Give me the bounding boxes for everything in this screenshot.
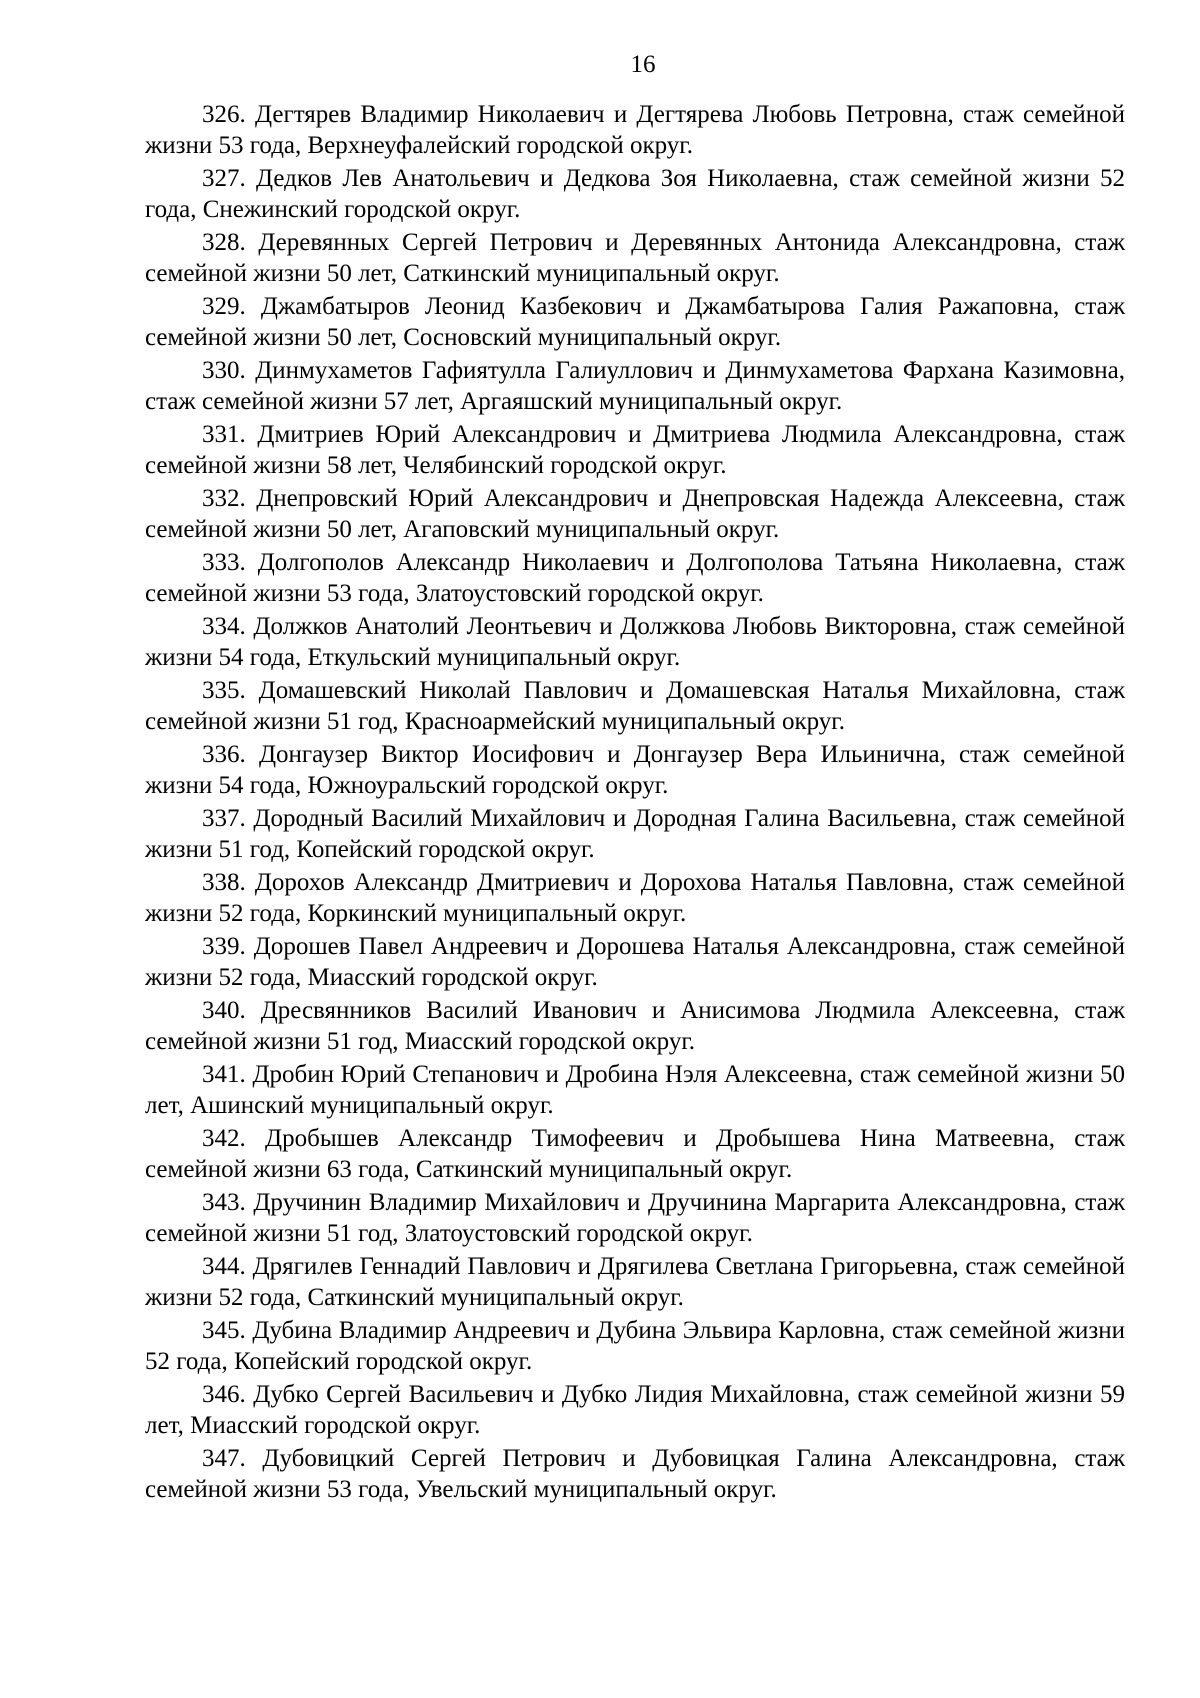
list-item <box>145 483 1125 545</box>
entry-text: Дегтярев Владимир Николаевич и Дегтярева Любовь Петровна, стаж семейной жизни 53 года, Верхнеуфалейский городской округ. <box>145 101 1126 159</box>
entry-number: 332. <box>202 485 246 512</box>
entry-text: Днепровский Юрий Александрович и Днепровская Надежда Алексеевна, стаж семейной жизни 50 лет, Агаповский муниципальный округ. <box>145 485 1126 543</box>
entry-number: 343. <box>202 1189 246 1216</box>
entry-text: Дедков Лев Анатольевич и Дедкова Зоя Николаевна, стаж семейной жизни 52 года, Снежинский городской округ. <box>145 165 1126 223</box>
list-item <box>145 931 1125 993</box>
entry-text: Дубина Владимир Андреевич и Дубина Эльвира Карловна, стаж семейной жизни 52 года, Копейский городской округ. <box>145 1317 1126 1375</box>
entry-number: 346. <box>202 1381 246 1408</box>
entry-text: Дородный Василий Михайлович и Дородная Галина Васильевна, стаж семейной жизни 51 год, Копейский городской округ. <box>145 805 1126 863</box>
entry-text: Дробышев Александр Тимофеевич и Дробышева Нина Матвеевна, стаж семейной жизни 63 года, Саткинский муниципальный округ. <box>145 1125 1125 1183</box>
list-item <box>145 291 1125 353</box>
entry-number: 336. <box>202 741 246 768</box>
list-item <box>145 739 1125 801</box>
entry-text: Джамбатыров Леонид Казбекович и Джамбатырова Галия Ражаповна, стаж семейной жизни 50 лет, Сосновский муниципальный округ. <box>145 293 1126 351</box>
entry-number: 335. <box>202 677 246 704</box>
entry-number: 330. <box>202 357 246 384</box>
entry-number: 329. <box>202 293 246 320</box>
list-item <box>145 1187 1125 1249</box>
entry-text: Дорошев Павел Андреевич и Дорошева Наталья Александровна, стаж семейной жизни 52 года, Миасский городской округ. <box>145 933 1125 991</box>
entry-number: 340. <box>202 997 246 1024</box>
entry-number: 327. <box>202 165 246 192</box>
entry-number: 347. <box>202 1445 246 1472</box>
list-item <box>145 675 1125 737</box>
award-list <box>145 99 1125 1507</box>
list-item <box>145 1443 1125 1505</box>
list-item <box>145 867 1125 929</box>
entry-text: Дубовицкий Сергей Петрович и Дубовицкая Галина Александровна, стаж семейной жизни 53 года, Увельский муниципальный округ. <box>145 1445 1126 1503</box>
entry-text: Донгаузер Виктор Иосифович и Донгаузер Вера Ильинична, стаж семейной жизни 54 года, Южноуральский городской округ. <box>145 741 1126 799</box>
entry-text: Дробин Юрий Степанович и Дробина Нэля Алексеевна, стаж семейной жизни 50 лет, Ашинский муниципальный округ. <box>145 1061 1125 1119</box>
entry-text: Динмухаметов Гафиятулла Галиуллович и Динмухаметова Фархана Казимовна, стаж семейной жизни 57 лет, Аргаяшский муниципальный округ. <box>145 357 1125 415</box>
list-item <box>145 227 1125 289</box>
list-item <box>145 355 1125 417</box>
list-item <box>145 1315 1125 1377</box>
entry-number: 345. <box>202 1317 246 1344</box>
list-item <box>145 163 1125 225</box>
entry-number: 337. <box>202 805 246 832</box>
entry-number: 341. <box>202 1061 246 1088</box>
entry-number: 328. <box>202 229 246 256</box>
list-item <box>145 99 1125 161</box>
entry-text: Долгополов Александр Николаевич и Долгополова Татьяна Николаевна, стаж семейной жизни 53 года, Златоустовский городской округ. <box>145 549 1125 607</box>
list-item <box>145 611 1125 673</box>
entry-number: 334. <box>202 613 246 640</box>
list-item <box>145 1123 1125 1185</box>
entry-text: Дмитриев Юрий Александрович и Дмитриева Людмила Александровна, стаж семейной жизни 58 лет, Челябинский городской округ. <box>145 421 1126 479</box>
entry-number: 339. <box>202 933 246 960</box>
list-item <box>145 1379 1125 1441</box>
entry-text: Дубко Сергей Васильевич и Дубко Лидия Михайловна, стаж семейной жизни 59 лет, Миасский городской округ. <box>145 1381 1126 1439</box>
entry-text: Домашевский Николай Павлович и Домашевская Наталья Михайловна, стаж семейной жизни 51 год, Красноармейский муниципальный округ. <box>145 677 1125 735</box>
entry-number: 344. <box>202 1253 246 1280</box>
entry-text: Дручинин Владимир Михайлович и Дручинина Маргарита Александровна, стаж семейной жизни 51 год, Златоустовский городской округ. <box>145 1189 1126 1247</box>
page-number: 16 <box>630 51 656 78</box>
entry-text: Должков Анатолий Леонтьевич и Должкова Любовь Викторовна, стаж семейной жизни 54 года, Еткульский муниципальный округ. <box>145 613 1126 671</box>
list-item <box>145 1059 1125 1121</box>
entry-text: Дресвянников Василий Иванович и Анисимова Людмила Алексеевна, стаж семейной жизни 51 год, Миасский городской округ. <box>145 997 1126 1055</box>
entry-number: 326. <box>202 101 246 128</box>
entry-number: 331. <box>202 421 246 448</box>
list-item <box>145 547 1125 609</box>
entry-number: 342. <box>202 1125 246 1152</box>
list-item <box>145 995 1125 1057</box>
entry-number: 333. <box>202 549 246 576</box>
entry-text: Дорохов Александр Дмитриевич и Дорохова Наталья Павловна, стаж семейной жизни 52 года, Коркинский муниципальный округ. <box>145 869 1125 927</box>
list-item <box>145 419 1125 481</box>
entry-text: Деревянных Сергей Петрович и Деревянных Антонида Александровна, стаж семейной жизни 50 лет, Саткинский муниципальный округ. <box>145 229 1126 287</box>
entry-number: 338. <box>202 869 246 896</box>
entry-text: Дрягилев Геннадий Павлович и Дрягилева Светлана Григорьевна, стаж семейной жизни 52 года, Саткинский муниципальный округ. <box>145 1253 1125 1311</box>
list-item <box>145 803 1125 865</box>
list-item <box>145 1251 1125 1313</box>
